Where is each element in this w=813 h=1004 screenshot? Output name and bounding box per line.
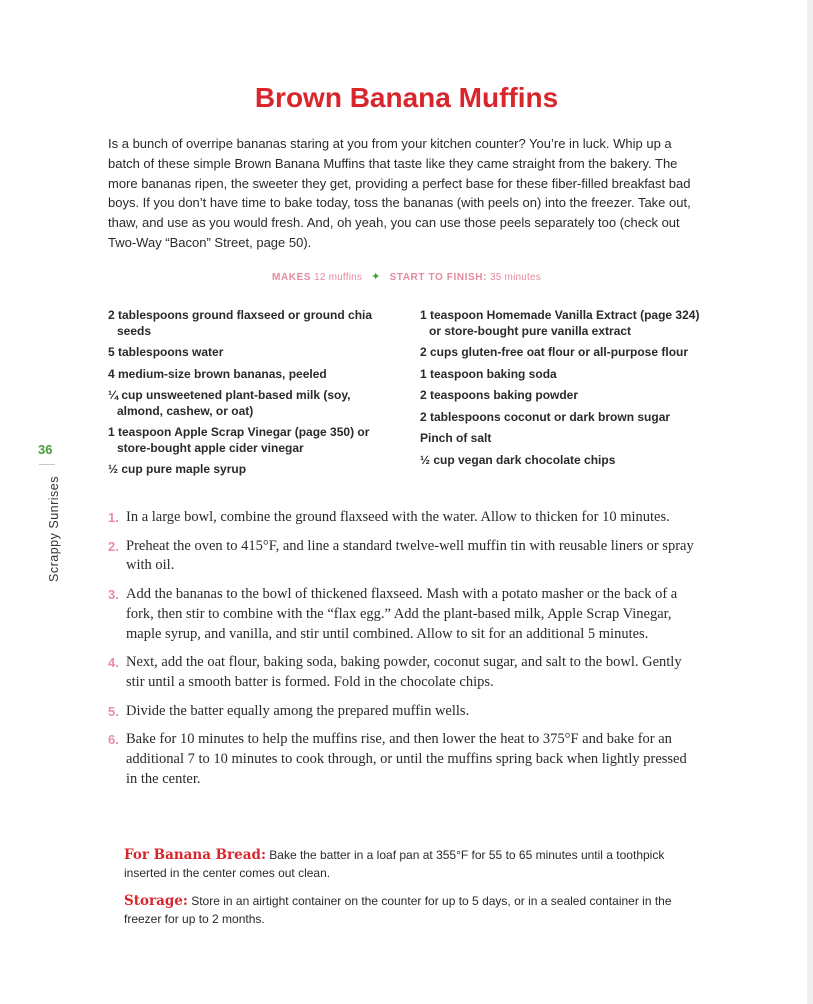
recipe-yield	[0, 270, 813, 283]
step-number: 1.	[108, 510, 119, 525]
step-text: Next, add the oat flour, baking soda, baking powder, coconut sugar, and salt to the bowl. Gently stir until a smooth batter is formed. Fold in the chocolate chips.	[126, 654, 682, 690]
ingredient-item: ¼ cup unsweetened plant-based milk (soy, almond, cashew, or oat)	[108, 388, 351, 418]
ingredient-item: 2 tablespoons ground flaxseed or ground chia seeds	[108, 308, 373, 338]
step-text: Bake for 10 minutes to help the muffins rise, and then lower the heat to 375°F and bake for an additional 7 to 10 minutes to cook through, or until the muffins spring back when lightly pressed in the center.	[126, 731, 687, 787]
step-number: 5.	[108, 703, 119, 719]
step-item	[108, 537, 698, 576]
note-text: Bake the batter in a loaf pan at 355°F for 55 to 65 minutes until a toothpick inserted in the center comes out clean.	[124, 848, 665, 880]
step-number: 4.	[108, 655, 119, 671]
page-edge	[807, 0, 813, 1004]
ingredient-item: 2 tablespoons coconut or dark brown sugar	[420, 409, 671, 424]
ingredient-item: 2 teaspoons baking powder	[420, 388, 579, 402]
step-text: Preheat the oven to 415°F, and line a standard twelve-well muffin tin with reusable liners or spray with oil.	[126, 537, 694, 574]
ingredient-item: ½ cup vegan dark chocolate chips	[420, 452, 616, 467]
makes-value: 12 muffins	[314, 272, 363, 283]
ingredient-item: 1 teaspoon Apple Scrap Vinegar (page 350) or store-bought apple cider vinegar	[108, 425, 370, 455]
step-number: 3.	[108, 587, 119, 603]
recipe-title: Brown Banana Muffins	[254, 82, 559, 113]
step-item	[108, 653, 698, 692]
step-number: 6.	[108, 732, 119, 748]
ingredient-item: 4 medium-size brown bananas, peeled	[108, 366, 327, 381]
note-label: For Banana Bread:	[124, 847, 266, 863]
step-text: Add the bananas to the bowl of thickened flaxseed. Mash with a potato masher or the back of a fork, then stir to combine with the “flax egg.” Add the plant-based milk, Apple Scrap Vinegar, maple syrup, and vanilla, and stir until combined. Allow to sit for an additional 5 minutes.	[126, 586, 678, 642]
ingredient-item: 5 tablespoons water	[108, 345, 224, 359]
makes-label: MAKES	[272, 272, 312, 283]
ingredient-item: 1 teaspoon Homemade Vanilla Extract (page 324) or store-bought pure vanilla extract	[420, 308, 700, 338]
note-text: Store in an airtight container on the counter for up to 5 days, or in a sealed container in the freezer for up to 2 months.	[124, 894, 672, 926]
method-steps	[108, 508, 698, 798]
page-margin-header	[34, 440, 60, 600]
step-item	[108, 702, 698, 722]
ingredient-item: 2 cups gluten-free oat flour or all-purpose flour	[420, 345, 689, 359]
step-item	[108, 585, 698, 644]
page-number: 36	[38, 442, 53, 457]
banana-bread-note	[124, 846, 709, 882]
step-number: 2.	[108, 538, 119, 554]
step-item	[108, 730, 698, 789]
storage-note	[124, 892, 709, 928]
step-item	[108, 508, 698, 528]
separator-icon: ✦	[371, 271, 381, 283]
note-label: Storage:	[124, 893, 188, 909]
ingredient-item: ½ cup pure maple syrup	[108, 462, 247, 476]
time-value: 35 minutes	[490, 272, 541, 283]
time-label: START TO FINISH:	[389, 272, 488, 283]
ingredients-left-column	[108, 308, 383, 484]
ingredient-item: Pinch of salt	[420, 431, 492, 445]
ingredient-item: 1 teaspoon baking soda	[420, 366, 557, 381]
step-text: Divide the batter equally among the prepared muffin wells.	[126, 702, 470, 719]
section-name: Scrappy Sunrises	[47, 476, 61, 582]
ingredients-right-column	[420, 308, 705, 474]
step-text: In a large bowl, combine the ground flaxseed with the water. Allow to thicken for 10 minutes.	[126, 509, 670, 525]
page-number-divider	[39, 464, 55, 465]
recipe-intro: Is a bunch of overripe bananas staring at you from your kitchen counter? You’re in luck. Whip up a batch of these simple Brown Banana Muffins that taste like they came straight from the bakery. The more bananas ripen, the sweeter they get, providing a perfect base for these fiber-filled breakfast bad boys. If you don’t have time to bake today, toss the bananas (with peels on) into the freezer. Take out, thaw, and use as you would fresh. And, oh yeah, you can use those peels separately too (check out Two-Way “Bacon” Street, page 50).	[108, 136, 691, 250]
